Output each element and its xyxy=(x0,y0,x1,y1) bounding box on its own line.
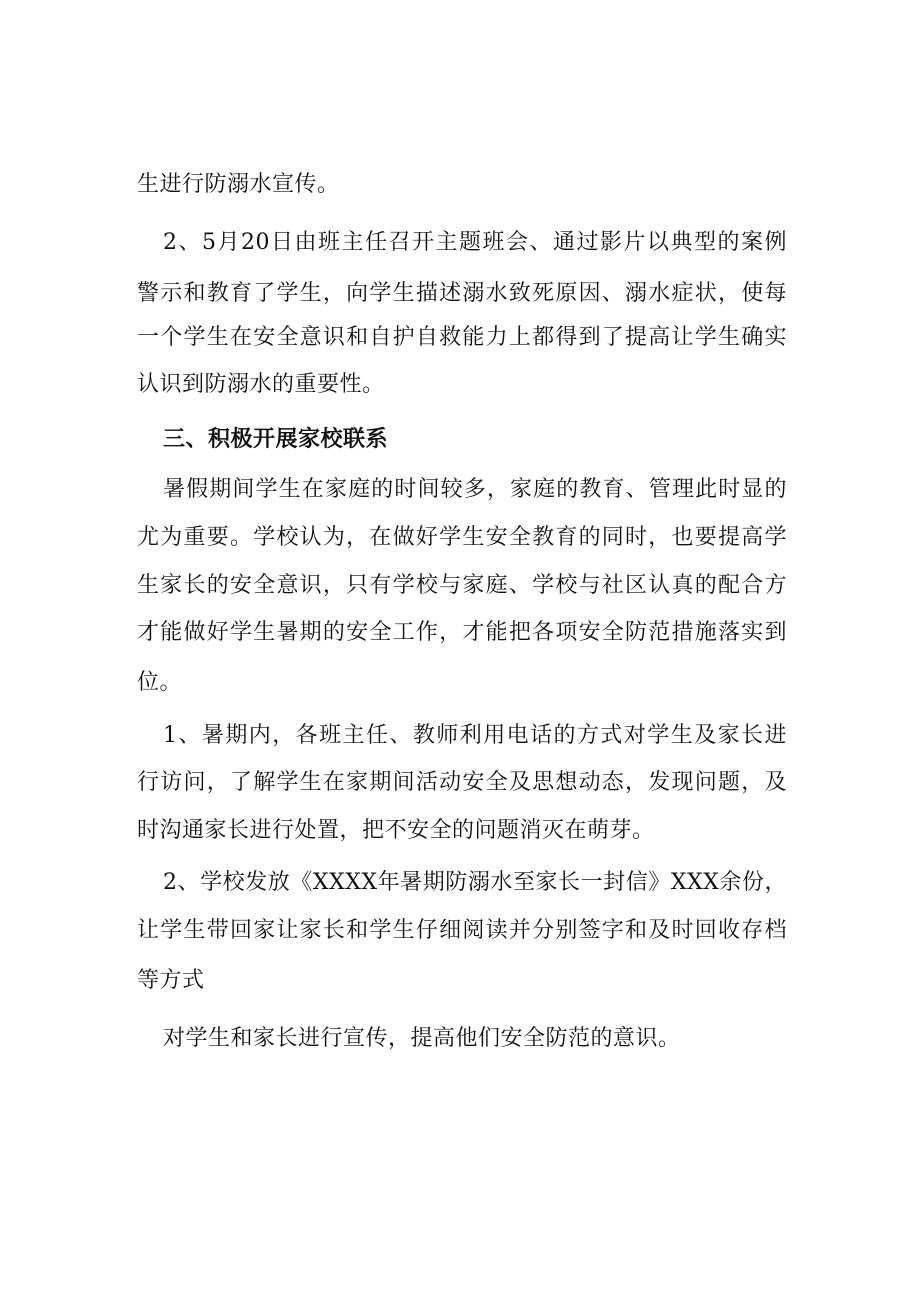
text-line: 2、学校发放《XXXX年暑期防溺水至家长一封信》XXX余份， xyxy=(163,870,787,895)
text-line: 行访问，了解学生在家期间活动安全及思想动态，发现问题，及 xyxy=(137,770,787,795)
section-heading: 三、积极开展家校联系 xyxy=(163,426,389,452)
text-line: 对学生和家长进行宣传，提高他们安全防范的意识。 xyxy=(163,1026,681,1051)
text-line: 才能做好学生暑期的安全工作，才能把各项安全防范措施落实到 xyxy=(137,620,787,645)
text-line: 认识到防溺水的重要性。 xyxy=(137,372,385,397)
text-line: 等方式 xyxy=(137,968,205,993)
text-line: 生家长的安全意识，只有学校与家庭、学校与社区认真的配合方 xyxy=(137,573,787,598)
text-line: 暑假期间学生在家庭的时间较多，家庭的教育、管理此时显的 xyxy=(163,477,787,502)
text-line: 一个学生在安全意识和自护自救能力上都得到了提高让学生确实 xyxy=(137,325,787,350)
text-line: 时沟通家长进行处置，把不安全的问题消灭在萌芽。 xyxy=(137,818,655,843)
text-line: 1、暑期内，各班主任、教师利用电话的方式对学生及家长进 xyxy=(163,723,787,748)
text-line: 位。 xyxy=(137,670,183,695)
text-line: 警示和教育了学生，向学生描述溺水致死原因、溺水症状，使每 xyxy=(137,281,787,306)
text-line: 生进行防溺水宣传。 xyxy=(137,172,340,197)
text-line: 2、5月20日由班主任召开主题班会、通过影片以典型的案例 xyxy=(163,230,787,255)
text-line: 让学生带回家让家长和学生仔细阅读并分别签字和及时回收存档 xyxy=(137,918,787,943)
text-line: 尤为重要。学校认为，在做好学生安全教育的同时，也要提高学 xyxy=(137,525,787,550)
